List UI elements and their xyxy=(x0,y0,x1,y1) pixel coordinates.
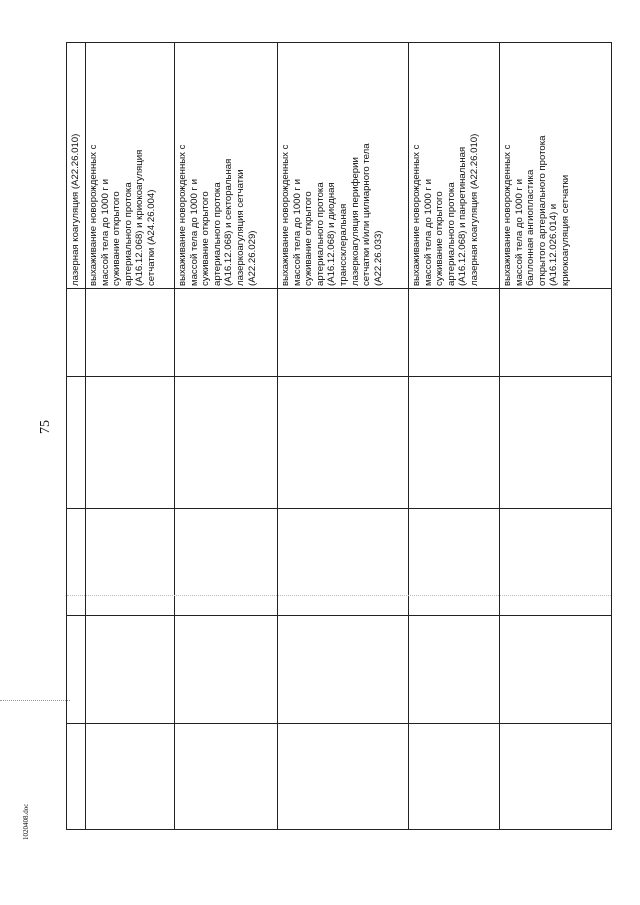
header-fragment: лазерная коагуляция (A22.26.010) xyxy=(70,133,81,286)
procedure-cell-1: выхаживание новорожденных с массой тела до 1000 г и суживание открытого артериального протока (A16.12.068) и криокоагуляция сетчатки (A24.26.004) xyxy=(88,144,157,286)
procedure-cell-5: выхаживание новорожденных с массой тела до 1000 г и баллонная ангиопластика открытого артериального протока (A16.12.026.014) и криокоагуляция сетчатки xyxy=(502,135,571,286)
scan-mark-horizontal xyxy=(0,700,70,702)
procedure-cell-2: выхаживание новорожденных с массой тела до 1000 г и суживание открытого артериального протока (A16.12.068) и секторальная лазеркоагуляция сетчатки (A22.26.029) xyxy=(177,144,258,286)
column-divider xyxy=(67,723,611,724)
procedures-table xyxy=(66,42,612,830)
row-divider xyxy=(174,43,175,829)
row-divider xyxy=(499,43,500,829)
procedure-cell-3: выхаживание новорожденных с массой тела до 1000 г и суживание открытого артериального протока (A16.12.068) и диодная транссклеральная лазеркоагуляция периферии сетчатки и/или цилиарного тела (A22.26.033) xyxy=(280,143,384,286)
column-divider-dotted xyxy=(67,595,611,596)
column-divider xyxy=(67,615,611,616)
row-divider xyxy=(277,43,278,829)
procedure-cell-4: выхаживание новорожденных с массой тела до 1000 г и суживание открытого артериального протока (A16.12.068) и панретинальная лазерная коагуляция (A22.26.010) xyxy=(411,133,480,286)
row-divider xyxy=(408,43,409,829)
column-divider xyxy=(67,288,611,289)
row-divider xyxy=(85,43,86,829)
footer-filename: 1020408.doc xyxy=(22,803,30,840)
column-divider xyxy=(67,376,611,377)
page-number: 75 xyxy=(38,420,53,434)
column-divider xyxy=(67,508,611,509)
